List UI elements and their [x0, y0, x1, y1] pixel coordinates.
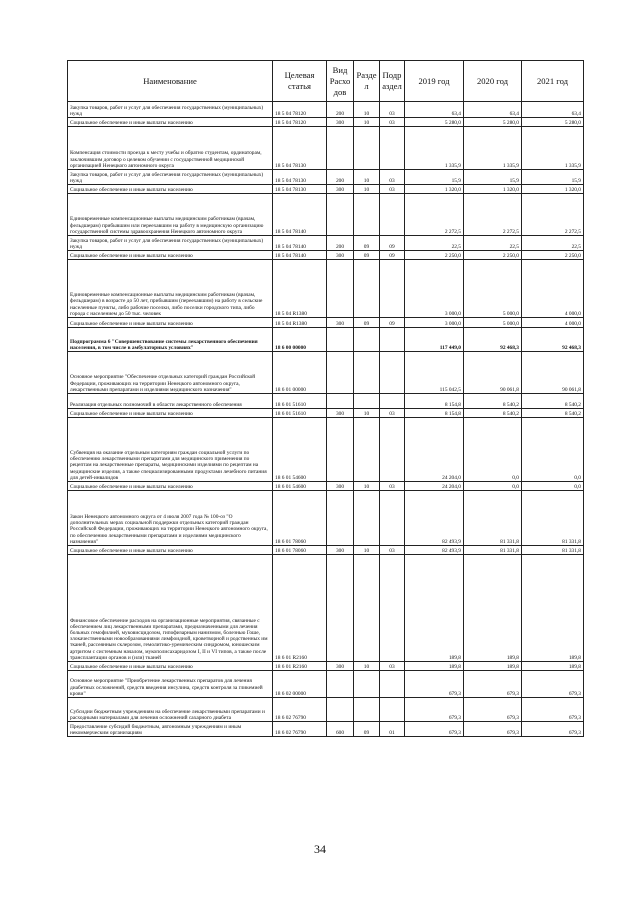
row-vid: 300 — [327, 185, 354, 194]
row-2019: 679,3 — [405, 671, 464, 698]
row-2020: 1 320,0 — [464, 185, 522, 194]
row-2021: 81 331,8 — [522, 546, 584, 555]
row-2019: 82 493,9 — [405, 491, 464, 546]
header-2021: 2021 год — [522, 61, 584, 102]
row-2019: 5 280,0 — [405, 118, 464, 127]
row-razdel — [354, 418, 380, 482]
row-razdel — [354, 555, 380, 662]
row-code: 18 5 04 78140 — [273, 194, 327, 236]
row-2021: 4 000,0 — [522, 318, 584, 328]
row-razdel — [354, 194, 380, 236]
table-row — [68, 418, 584, 482]
header-code: Целевая статья — [273, 61, 327, 102]
row-name: Закупка товаров, работ и услуг для обеспечения государственных (муниципальных) нужд — [68, 236, 273, 251]
row-2019: 189,8 — [405, 555, 464, 662]
row-name: Субвенция на оказание отдельным категориям граждан социальной услуги по обеспечению лекарственными препаратами для медицинского применения по рецептам на лекарственные препараты, медицинскими изделиями по рецептам на медицинские изделия, а также специализированными продуктами лечебного питания для детей-инвалидов — [68, 418, 273, 482]
table-row — [68, 409, 584, 418]
row-2020: 5 000,0 — [464, 318, 522, 328]
row-2021: 1 320,0 — [522, 185, 584, 194]
row-2021: 90 061,8 — [522, 352, 584, 394]
row-2019: 679,3 — [405, 722, 464, 737]
row-podrazdel — [380, 394, 405, 409]
header-row — [68, 61, 584, 102]
row-code: 18 5 04 78140 — [273, 236, 327, 251]
row-razdel: 09 — [354, 236, 380, 251]
row-podrazdel: 03 — [380, 170, 405, 185]
row-vid: 300 — [327, 118, 354, 127]
row-2021: 679,3 — [522, 698, 584, 722]
row-code: 18 5 04 78120 — [273, 118, 327, 127]
row-vid — [327, 260, 354, 318]
row-code: 18 6 01 00000 — [273, 352, 327, 394]
table-row — [68, 328, 584, 352]
row-vid — [327, 671, 354, 698]
row-code: 18 6 01 51610 — [273, 394, 327, 409]
row-name: Предоставление субсидий бюджетным, автономным учреждениям и иным некоммерческим организациям — [68, 722, 273, 737]
row-code: 18 6 01 R2160 — [273, 662, 327, 671]
row-code: 18 5 04 78130 — [273, 127, 327, 170]
table-body — [68, 102, 584, 737]
row-code: 18 5 04 78130 — [273, 170, 327, 185]
row-2019: 1 320,0 — [405, 185, 464, 194]
row-razdel: 10 — [354, 170, 380, 185]
row-vid: 600 — [327, 722, 354, 737]
row-2020: 81 331,8 — [464, 491, 522, 546]
row-podrazdel: 03 — [380, 409, 405, 418]
header-podrazdel: Подр аздел — [380, 61, 405, 102]
row-vid: 300 — [327, 409, 354, 418]
row-vid — [327, 328, 354, 352]
row-podrazdel — [380, 698, 405, 722]
row-vid — [327, 418, 354, 482]
row-2019: 189,8 — [405, 662, 464, 671]
row-2020: 8 540,2 — [464, 409, 522, 418]
row-name: Социальное обеспечение и иные выплаты населению — [68, 318, 273, 328]
row-name: Единовременные компенсационные выплаты медицинским работникам (врачам, фельдшерам) в возрасте до 50 лет, прибывшим (переехавшим) на работу в сельские населенные пункты, либо рабочие поселки, либо поселки городского типа, либо города с населением до 50 тыс. человек — [68, 260, 273, 318]
table-row — [68, 722, 584, 737]
page-number: 34 — [314, 842, 326, 856]
table-row — [68, 352, 584, 394]
row-podrazdel: 03 — [380, 482, 405, 491]
row-razdel — [354, 127, 380, 170]
row-2019: 63,4 — [405, 102, 464, 118]
table-row — [68, 170, 584, 185]
row-vid: 300 — [327, 662, 354, 671]
row-code: 18 5 04 R1380 — [273, 260, 327, 318]
header-razdel: Разде л — [354, 61, 380, 102]
row-name: Закупка товаров, работ и услуг для обеспечения государственных (муниципальных) нужд — [68, 170, 273, 185]
row-2020: 679,3 — [464, 722, 522, 737]
row-2019: 8 154,8 — [405, 409, 464, 418]
row-podrazdel: 03 — [380, 102, 405, 118]
row-2021: 5 280,0 — [522, 118, 584, 127]
row-2021: 4 000,0 — [522, 260, 584, 318]
table-row — [68, 318, 584, 328]
row-razdel: 10 — [354, 102, 380, 118]
row-2020: 81 331,8 — [464, 546, 522, 555]
row-vid — [327, 194, 354, 236]
row-vid: 300 — [327, 546, 354, 555]
row-2019: 2 250,0 — [405, 251, 464, 260]
row-name: Финансовое обеспечение расходов на организационные мероприятия, связанные с обеспечением лиц лекарственными препаратами, предназначенными для лечения больных гемофилией, муковисцидозом, гипофизарным нанизмом, болезнью Гоше, злокачественными новообразованиями лимфоидной, кроветворной и родственных им тканей, рассеянным склерозом, гемолитико-уремическим синдромом, юношеским артритом с системным началом, мукополисахаридозом I, II и VI типов, а также после трансплантации органов и (или) тканей — [68, 555, 273, 662]
row-2020: 679,3 — [464, 671, 522, 698]
row-code: 18 5 04 78120 — [273, 102, 327, 118]
row-name: Единовременные компенсационные выплаты медицинским работникам (врачам, фельдшерам) прибывшим или переехавшим на работу в медицинскую организацию государственной системы здравоохранения Ненецкого автономного округа — [68, 194, 273, 236]
row-code: 18 5 04 78130 — [273, 185, 327, 194]
row-podrazdel: 09 — [380, 251, 405, 260]
header-vid: Вид Расхо дов — [327, 61, 354, 102]
row-2020: 679,3 — [464, 698, 522, 722]
header-2020: 2020 год — [464, 61, 522, 102]
table-row — [68, 394, 584, 409]
row-2021: 679,3 — [522, 671, 584, 698]
row-2020: 2 250,0 — [464, 251, 522, 260]
row-name: Закон Ненецкого автономного округа от 4 июля 2007 года № 100-оз "О дополнительных мерах социальной поддержки отдельных категорий граждан Российской Федерации, проживающих на территории Ненецкого автономного округа, по обеспечению лекарственными препаратами и изделиями медицинского назначения" — [68, 491, 273, 546]
row-code: 18 5 04 R1380 — [273, 318, 327, 328]
row-podrazdel — [380, 671, 405, 698]
budget-table — [67, 60, 584, 737]
row-2020: 63,4 — [464, 102, 522, 118]
row-podrazdel: 03 — [380, 546, 405, 555]
row-razdel — [354, 328, 380, 352]
row-razdel — [354, 671, 380, 698]
row-code: 18 6 02 76790 — [273, 698, 327, 722]
row-2021: 1 335,9 — [522, 127, 584, 170]
row-2020: 189,8 — [464, 662, 522, 671]
row-2020: 2 272,5 — [464, 194, 522, 236]
table-row — [68, 127, 584, 170]
row-name: Основное мероприятие "Обеспечение отдельных категорий граждан Российской Федерации, проживающих на территории Ненецкого автономного округа, лекарственными препаратами и изделиями медицинского назначения" — [68, 352, 273, 394]
row-2020: 189,8 — [464, 555, 522, 662]
row-name: Основное мероприятие "Приобретение лекарственных препаратов для лечения диабетных осложнений, средств введения инсулина, средств контроля за гликемией крови" — [68, 671, 273, 698]
row-code: 18 6 02 00000 — [273, 671, 327, 698]
row-podrazdel — [380, 260, 405, 318]
row-vid — [327, 698, 354, 722]
row-razdel: 09 — [354, 251, 380, 260]
row-name: Закупка товаров, работ и услуг для обеспечения государственных (муниципальных) нужд — [68, 102, 273, 118]
row-vid: 300 — [327, 251, 354, 260]
row-name: Социальное обеспечение и иные выплаты населению — [68, 409, 273, 418]
table-row — [68, 698, 584, 722]
row-2021: 189,8 — [522, 662, 584, 671]
row-2019: 24 204,0 — [405, 418, 464, 482]
row-2019: 15,9 — [405, 170, 464, 185]
row-code: 18 5 04 78140 — [273, 251, 327, 260]
row-2019: 115 042,5 — [405, 352, 464, 394]
row-podrazdel: 01 — [380, 722, 405, 737]
row-2021: 81 331,8 — [522, 491, 584, 546]
row-2020: 1 335,9 — [464, 127, 522, 170]
row-podrazdel: 03 — [380, 118, 405, 127]
table-row — [68, 662, 584, 671]
row-2021: 15,9 — [522, 170, 584, 185]
row-2020: 22,5 — [464, 236, 522, 251]
header-name: Наименование — [68, 61, 273, 102]
row-2021: 189,8 — [522, 555, 584, 662]
row-name: Социальное обеспечение и иные выплаты населению — [68, 185, 273, 194]
row-2020: 5 000,0 — [464, 260, 522, 318]
row-podrazdel: 03 — [380, 185, 405, 194]
row-2021: 0,0 — [522, 482, 584, 491]
table-row — [68, 555, 584, 662]
row-podrazdel: 09 — [380, 236, 405, 251]
row-name: Реализация отдельных полномочий в области лекарственного обеспечения — [68, 394, 273, 409]
row-2021: 92 468,3 — [522, 328, 584, 352]
row-2020: 0,0 — [464, 482, 522, 491]
row-2020: 5 280,0 — [464, 118, 522, 127]
row-2019: 117 449,0 — [405, 328, 464, 352]
row-2021: 8 540,2 — [522, 409, 584, 418]
header-2019: 2019 год — [405, 61, 464, 102]
row-code: 18 6 01 78060 — [273, 546, 327, 555]
row-code: 18 6 01 78060 — [273, 491, 327, 546]
row-podrazdel: 09 — [380, 318, 405, 328]
row-razdel — [354, 260, 380, 318]
row-razdel: 10 — [354, 118, 380, 127]
table-row — [68, 102, 584, 118]
table-row — [68, 260, 584, 318]
row-2019: 679,3 — [405, 698, 464, 722]
row-razdel — [354, 491, 380, 546]
row-2021: 2 272,5 — [522, 194, 584, 236]
table-row — [68, 546, 584, 555]
row-vid — [327, 127, 354, 170]
row-2021: 2 250,0 — [522, 251, 584, 260]
row-razdel: 10 — [354, 185, 380, 194]
row-2020: 8 540,2 — [464, 394, 522, 409]
row-name: Социальное обеспечение и иные выплаты населению — [68, 482, 273, 491]
row-code: 18 6 00 00000 — [273, 328, 327, 352]
row-vid — [327, 352, 354, 394]
row-podrazdel — [380, 555, 405, 662]
row-code: 18 6 01 54600 — [273, 418, 327, 482]
row-podrazdel — [380, 127, 405, 170]
table-row — [68, 194, 584, 236]
row-2019: 24 204,0 — [405, 482, 464, 491]
row-razdel: 09 — [354, 722, 380, 737]
row-vid — [327, 491, 354, 546]
row-code: 18 6 01 54600 — [273, 482, 327, 491]
row-vid: 300 — [327, 482, 354, 491]
table-row — [68, 482, 584, 491]
row-razdel: 10 — [354, 482, 380, 491]
row-2021: 679,3 — [522, 722, 584, 737]
row-podrazdel — [380, 328, 405, 352]
row-razdel: 10 — [354, 409, 380, 418]
table-row — [68, 251, 584, 260]
row-2019: 22,5 — [405, 236, 464, 251]
row-name: Подпрограмма 6 "Совершенствование системы лекарственного обеспечения населения, в том числе в амбулаторных условиях" — [68, 328, 273, 352]
row-2020: 92 468,3 — [464, 328, 522, 352]
row-2019: 1 335,9 — [405, 127, 464, 170]
row-razdel: 09 — [354, 318, 380, 328]
row-2021: 22,5 — [522, 236, 584, 251]
row-2019: 3 000,0 — [405, 318, 464, 328]
table-row — [68, 118, 584, 127]
row-vid: 200 — [327, 102, 354, 118]
row-code: 18 6 01 51610 — [273, 409, 327, 418]
row-vid: 200 — [327, 170, 354, 185]
row-2019: 8 154,8 — [405, 394, 464, 409]
row-code: 18 6 02 76790 — [273, 722, 327, 737]
row-podrazdel — [380, 491, 405, 546]
row-name: Социальное обеспечение и иные выплаты населению — [68, 662, 273, 671]
row-2019: 82 493,9 — [405, 546, 464, 555]
row-razdel — [354, 698, 380, 722]
row-name: Компенсация стоимости проезда к месту учебы и обратно студентам, ординаторам, заключившим договор о целевом обучении с государственной медицинской организацией Ненецкого автономного округа — [68, 127, 273, 170]
row-podrazdel — [380, 352, 405, 394]
row-2020: 15,9 — [464, 170, 522, 185]
row-razdel — [354, 394, 380, 409]
row-vid: 200 — [327, 236, 354, 251]
row-2020: 90 061,8 — [464, 352, 522, 394]
row-name: Социальное обеспечение и иные выплаты населению — [68, 118, 273, 127]
row-razdel: 10 — [354, 662, 380, 671]
row-podrazdel — [380, 418, 405, 482]
row-2019: 2 272,5 — [405, 194, 464, 236]
row-2021: 63,4 — [522, 102, 584, 118]
row-2020: 0,0 — [464, 418, 522, 482]
row-podrazdel: 03 — [380, 662, 405, 671]
row-name: Социальное обеспечение и иные выплаты населению — [68, 546, 273, 555]
row-vid — [327, 555, 354, 662]
table-row — [68, 185, 584, 194]
row-vid: 300 — [327, 318, 354, 328]
table-row — [68, 491, 584, 546]
table-row — [68, 671, 584, 698]
row-name: Субсидии бюджетным учреждениям на обеспечение лекарственными препаратами и расходными материалами для лечения осложнений сахарного диабета — [68, 698, 273, 722]
row-podrazdel — [380, 194, 405, 236]
row-razdel: 10 — [354, 546, 380, 555]
row-2019: 3 000,0 — [405, 260, 464, 318]
row-code: 18 6 01 R2160 — [273, 555, 327, 662]
row-razdel — [354, 352, 380, 394]
row-2021: 0,0 — [522, 418, 584, 482]
row-vid — [327, 394, 354, 409]
row-name: Социальное обеспечение и иные выплаты населению — [68, 251, 273, 260]
row-2021: 8 540,2 — [522, 394, 584, 409]
table-row — [68, 236, 584, 251]
